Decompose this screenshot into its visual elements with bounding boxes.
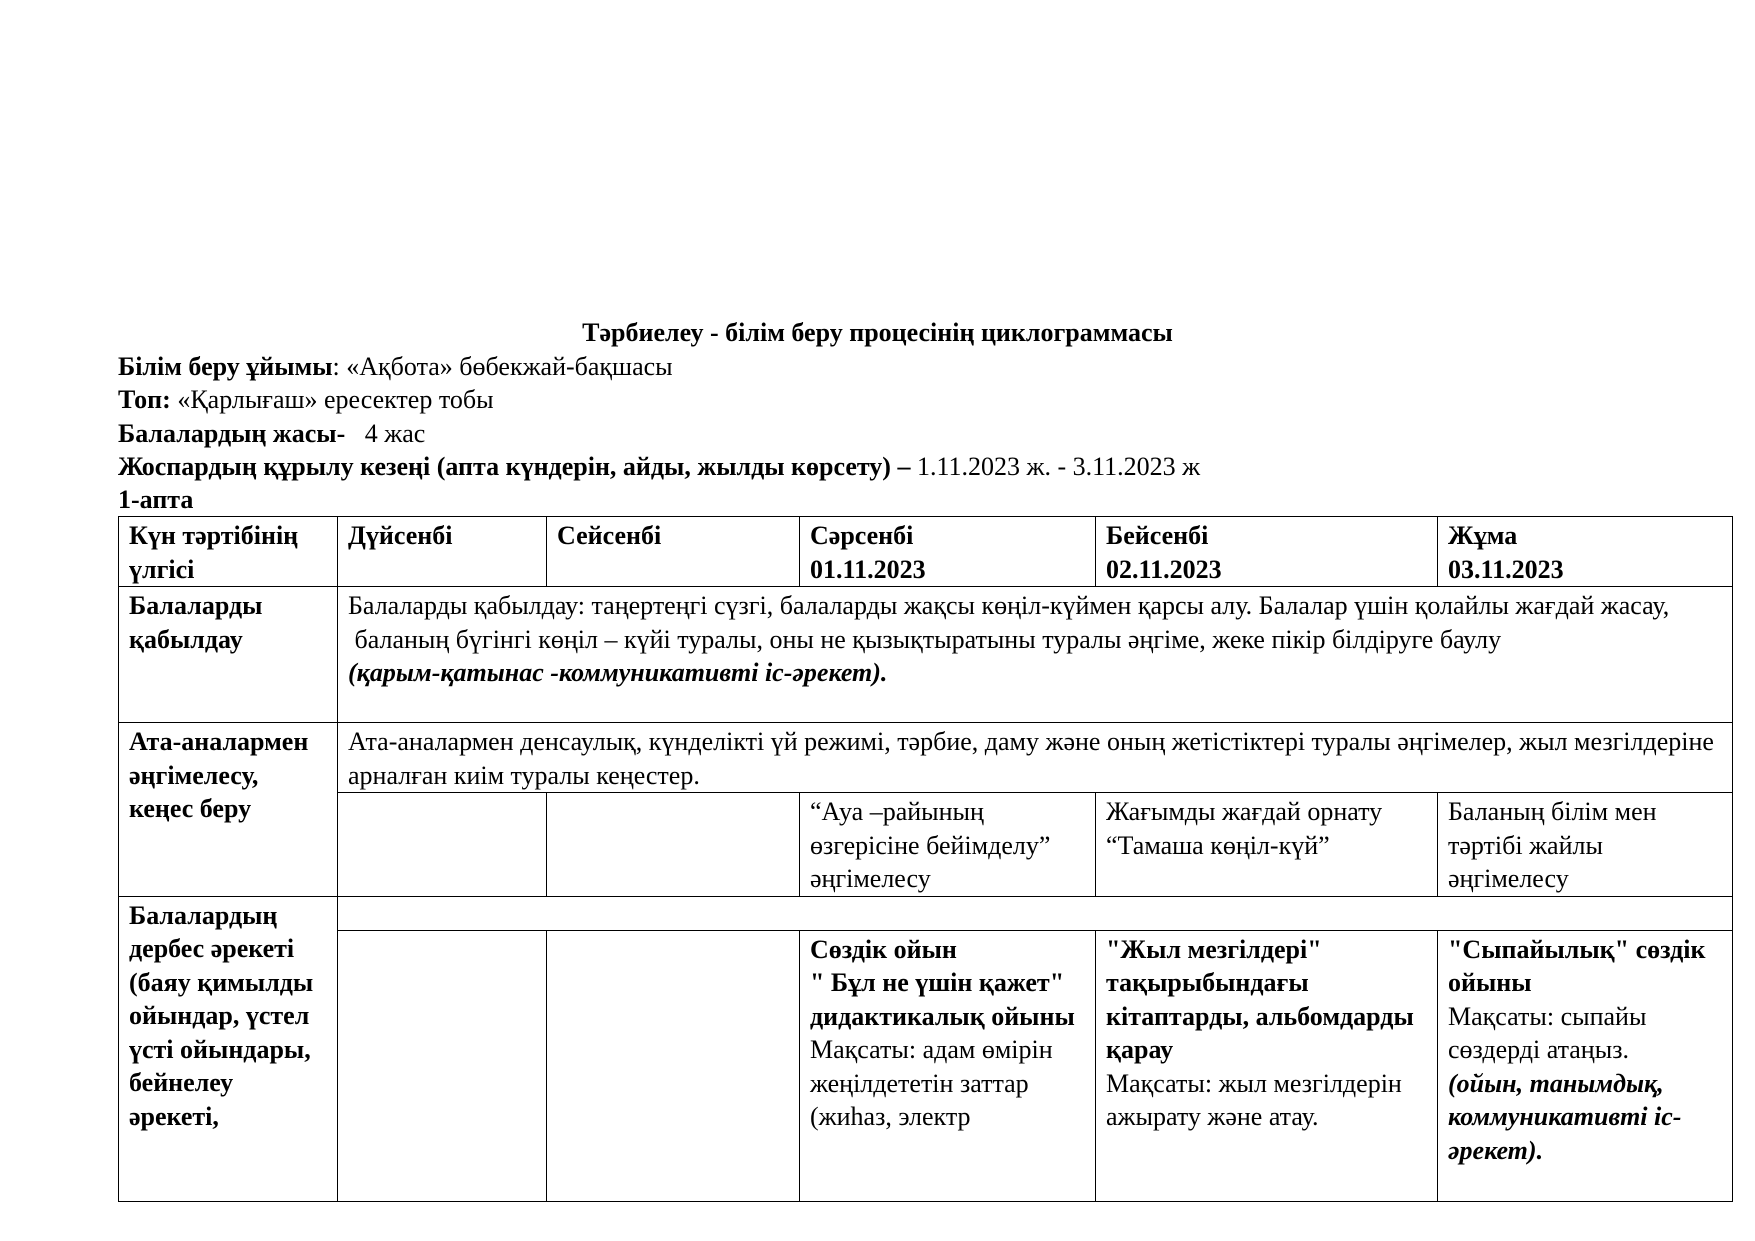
independent-friday — [1438, 930, 1733, 1201]
header-schedule: Күн тәртібінің үлгісі — [119, 517, 338, 587]
header-thursday — [1096, 517, 1438, 587]
header-wednesday-date: 01.11.2023 — [810, 554, 926, 584]
parents-text: Ата-аналармен денсаулық, күнделікті үй режимі, тәрбие, даму және оның жетістіктері туралы әңгімелер, жыл мезгілдеріне арналған киім туралы кеңестер. — [338, 723, 1733, 793]
independent-days-row — [119, 930, 1733, 1201]
age-label: Балалардың жасы- — [118, 419, 346, 448]
week-label: 1-апта — [118, 485, 194, 514]
page-title: Тәрбиелеу - білім беру процесінің циклограммасы — [582, 318, 1173, 347]
parents-thursday-line2: “Тамаша көңіл-күй” — [1106, 830, 1330, 860]
independent-wednesday-title: Сөздік ойын — [810, 934, 957, 964]
parents-friday: Баланың білім мен тәртібі жайлы әңгімелесу — [1438, 793, 1733, 897]
independent-row — [119, 896, 1733, 930]
independent-monday — [338, 930, 547, 1201]
age-value: 4 жас — [345, 419, 426, 448]
org-value: : «Ақбота» бөбекжай-бақшасы — [332, 352, 673, 381]
reception-text-2: баланың бүгінгі көңіл – күйі туралы, оны не қызықтыратыны туралы әңгіме, жеке пікір білдіруге баулу — [348, 624, 1508, 654]
header-friday-day: Жұма — [1448, 521, 1518, 550]
header-thursday-date: 02.11.2023 — [1106, 554, 1222, 584]
header-monday: Дүйсенбі — [338, 517, 547, 587]
independent-wednesday-goal: Мақсаты: адам өмірін жеңілдететін заттар (жиһаз, электр — [810, 1035, 1053, 1131]
header-friday — [1438, 517, 1733, 587]
header-row — [119, 517, 1733, 587]
independent-wednesday — [800, 930, 1096, 1201]
independent-tuesday — [547, 930, 800, 1201]
reception-row — [119, 587, 1733, 723]
header-thursday-day: Бейсенбі — [1106, 521, 1209, 550]
reception-text — [338, 587, 1733, 723]
parents-tuesday — [547, 793, 800, 897]
parents-label: Ата-аналармен әңгімелесу, кеңес беру — [119, 723, 338, 897]
independent-friday-title: "Сыпайылық" сөздік ойыны — [1448, 934, 1706, 997]
reception-text-1: Балаларды қабылдау: таңертеңгі сүзгі, балаларды жақсы көңіл-күймен қарсы алу. Балалар үшін қолайлы жағдай жасау, — [348, 591, 1670, 620]
period-line — [118, 450, 1200, 484]
parents-thursday-line1: Жағымды жағдай орнату — [1106, 797, 1383, 826]
reception-label: Балаларды қабылдау — [119, 587, 338, 723]
independent-blank — [338, 896, 1733, 930]
parents-monday — [338, 793, 547, 897]
age-line — [118, 417, 425, 451]
group-value: «Қарлығаш» ересектер тобы — [170, 385, 494, 414]
independent-thursday — [1096, 930, 1438, 1201]
header-wednesday — [800, 517, 1096, 587]
independent-thursday-goal: Мақсаты: жыл мезгілдерін ажырату және атау. — [1106, 1068, 1402, 1131]
period-label: Жоспардың құрылу кезеңі (апта күндерін, айды, жылды көрсету) – — [118, 452, 911, 481]
independent-friday-note: (ойын, танымдық, коммуникативті іс-әрекет). — [1448, 1068, 1682, 1165]
independent-label: Балалардың дербес әрекеті (баяу қимылды ойындар, үстел үсті ойындары, бейнелеу әрекеті, — [119, 896, 338, 1201]
independent-friday-goal: Мақсаты: сыпайы сөздерді атаңыз. — [1448, 1001, 1647, 1064]
group-label: Топ: — [118, 385, 171, 414]
header-friday-date: 03.11.2023 — [1448, 554, 1564, 584]
parents-days-row — [119, 793, 1733, 897]
org-line — [118, 350, 673, 384]
reception-activity-note: (қарым-қатынас -коммуникативті іс-әрекет). — [348, 658, 888, 687]
parents-row — [119, 723, 1733, 793]
period-value: 1.11.2023 ж. - 3.11.2023 ж — [910, 452, 1201, 481]
header-wednesday-day: Сәрсенбі — [810, 521, 914, 550]
parents-wednesday: “Ауа –райының өзгерісіне бейімделу” әңгімелесу — [800, 793, 1096, 897]
header-tuesday: Сейсенбі — [547, 517, 800, 587]
org-label: Білім беру ұйымы — [118, 352, 333, 381]
independent-thursday-title: "Жыл мезгілдері" тақырыбындағы кітаптарды, альбомдарды қарау — [1106, 934, 1414, 1064]
cyclogram-table — [118, 516, 1733, 1202]
group-line — [118, 383, 494, 417]
independent-wednesday-game: " Бұл не үшін қажет" дидактикалық ойыны — [810, 968, 1075, 1031]
parents-thursday — [1096, 793, 1438, 897]
